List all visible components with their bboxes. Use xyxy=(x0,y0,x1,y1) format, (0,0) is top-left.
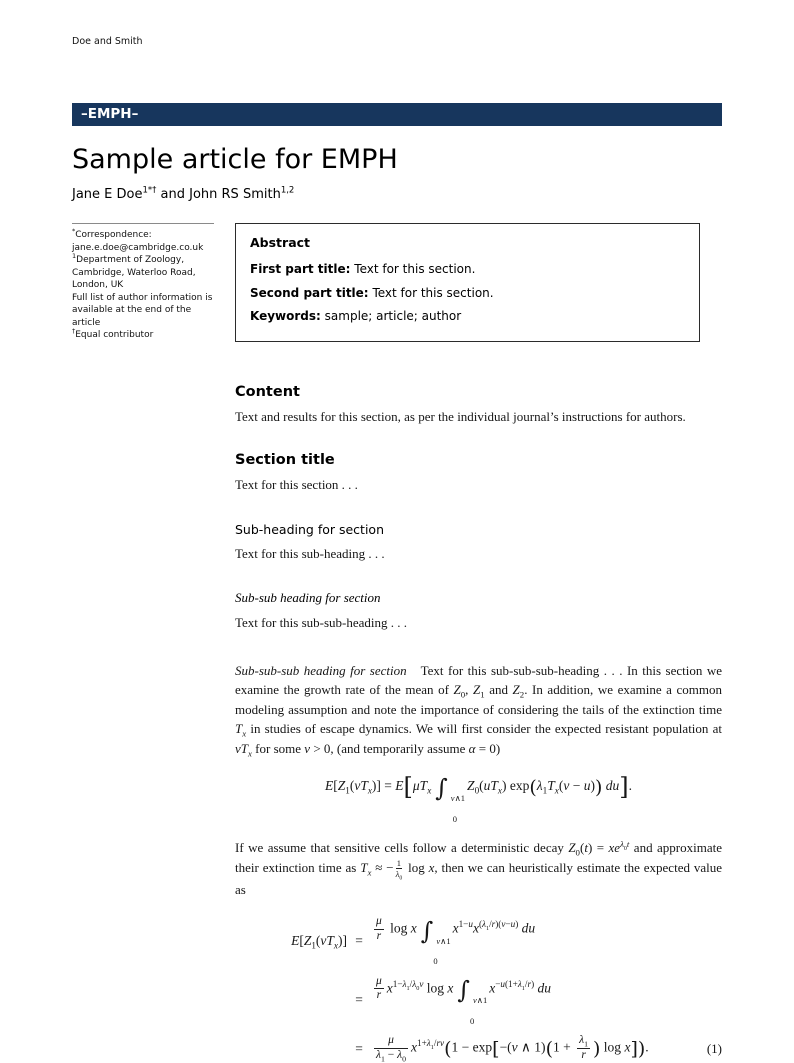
frontmatter-band xyxy=(72,223,722,342)
affiliation-line: Cambridge, Waterloo Road, xyxy=(72,267,196,278)
running-head: Doe and Smith xyxy=(72,36,143,47)
equation-array xyxy=(235,915,722,1062)
equation-number: (1) xyxy=(706,1040,722,1056)
abstract-keywords xyxy=(250,308,685,325)
author-info-note: available at the end of the article xyxy=(72,305,192,328)
equal-contributor-note: †Equal contributor xyxy=(72,327,154,340)
correspondence-email: jane.e.doe@cambridge.co.uk xyxy=(72,242,204,253)
decay-paragraph: If we assume that sensitive cells follow a deterministic decay $Z_0(t) = xe^{\lambda_0t}$ and approximate their extinction time as $T_x$ ≈ − $\frac{1}{\lambda_0}$ log x, then we can heuristically estimate the expected value as xyxy=(235,838,722,897)
abstract-heading: Abstract xyxy=(250,235,311,250)
section-body: Text for this section . . . xyxy=(235,477,358,492)
paragraph-body: Text for this sub-sub-sub-heading . . . In this section we examine the growth rate of the mean of $Z_0$, $Z_1$ and $Z_2$. In addition, we examine a common modeling assumption and note the importance of considering the tails of the extinction time $T_x$ in studies of escape dynamics. We will first consider the expected resistant population at $vT_x$ for some v > 0, (and temporarily assume α = 0) xyxy=(235,662,723,759)
equation-lhs: $E[Z_1(vT_x)]$ xyxy=(291,932,347,951)
keywords-label: Keywords: xyxy=(250,308,321,323)
abstract-part xyxy=(250,261,685,278)
paragraph-with-runin xyxy=(235,661,722,759)
equation-rhs-line1: $\frac{\mu}{r}$ log x ∫ v∧1 0 $x^{1-u}x^{(\lambda_1/r)(v-u)}$ du xyxy=(376,915,536,967)
equation-rhs-line2: $\frac{\mu}{r}$ $x^{1-\lambda_1/\lambda_0v}$ log x ∫ v∧1 0 $x^{-u(1+\lambda_1/r)}$ du xyxy=(376,974,551,1026)
subsubsection-body: Text for this sub-sub-heading . . . xyxy=(235,615,408,630)
authors-line: Jane E Doe$^{1*\dagger}$ and John RS Smith$^{1,2}$ xyxy=(72,185,295,202)
display-equation: $E[Z_1(vT_x)] = E[\mu T_x$ ∫ v∧1 0 $Z_0(uT_x) \exp(\lambda_1T_x(v - u))$ du]. xyxy=(324,773,633,824)
subsection-body: Text for this sub-heading . . . xyxy=(235,545,385,561)
equation-rhs-line3: $\frac{\mu}{\lambda_1 - \lambda_0}$ $x^{1+\lambda_1/rv}(1 - \exp[-(v$ ∧ 1)(1 + $\frac{\lambda_1}{r}$ ) log x]). xyxy=(376,1034,649,1063)
section-heading: Section title xyxy=(235,452,335,468)
article-title: Sample article for EMPH xyxy=(72,144,398,175)
equals-sign: = xyxy=(355,1040,363,1056)
affiliation-line: London, UK xyxy=(72,280,124,290)
subsection-heading: Sub-heading for section xyxy=(235,521,384,537)
abstract-box xyxy=(235,223,700,342)
correspondence-label: *Correspondence: xyxy=(72,227,152,240)
content-body: Text and results for this section, as per the individual journal’s instructions for authors. xyxy=(235,408,686,424)
content-heading: Content xyxy=(235,383,300,400)
correspondence-block xyxy=(72,223,214,342)
abstract-part-text: Text for this section. xyxy=(372,285,494,300)
abstract-part-label: Second part title: xyxy=(250,285,369,300)
keywords-text: sample; article; author xyxy=(324,308,462,323)
author-info-note: Full list of author information is xyxy=(72,292,213,303)
paragraph-runin-heading: Sub-sub-sub heading for section xyxy=(235,662,407,678)
journal-banner xyxy=(72,103,722,126)
journal-banner-text: –EMPH– xyxy=(81,106,139,122)
article-body xyxy=(235,384,722,1063)
abstract-part-label: First part title: xyxy=(250,262,351,277)
abstract-part xyxy=(250,285,685,302)
equals-sign: = xyxy=(355,992,363,1008)
subsubsection-heading: Sub-sub heading for section xyxy=(235,590,381,605)
equals-sign: = xyxy=(355,932,363,948)
affiliation-line: $^1$Department of Zoology, xyxy=(72,252,185,265)
abstract-part-text: Text for this section. xyxy=(354,262,476,277)
